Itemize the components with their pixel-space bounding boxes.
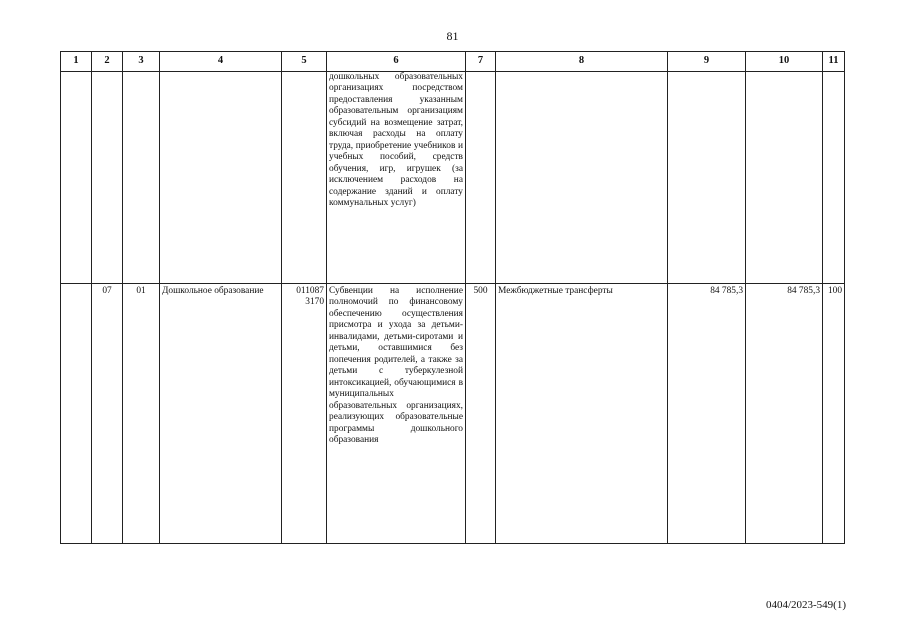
header-cell-3: 3 [123,52,160,72]
cell-empty [61,72,92,284]
table-row [61,284,845,544]
cell-subsection-code: 01 [123,284,160,544]
cell-empty [92,72,123,284]
table-row-continuation [61,72,845,284]
cell-description: Субвенции на исполнение полномочий по финансовому обеспечению осуществления присмотра и ухода за детьми-инвалидами, детьми-сиротами и детьми, оставшимися без попечения родителей, а также за детьми с туберкулезной интоксикацией, обучающимися в муниципальных образовательных организациях, реализующих образовательные программы дошкольного образования [327,284,466,544]
header-cell-2: 2 [92,52,123,72]
cell-empty [160,72,282,284]
cell-expense-type-code: 500 [466,284,496,544]
cell-empty [466,72,496,284]
budget-table [60,51,845,544]
cell-section-code: 07 [92,284,123,544]
page-number: 81 [446,29,459,43]
cell-empty [746,72,823,284]
cell-col1 [61,284,92,544]
cell-subsection-name: Дошкольное образование [160,284,282,544]
document-code: 0404/2023-549(1) [765,599,846,611]
header-cell-4: 4 [160,52,282,72]
header-cell-7: 7 [466,52,496,72]
cell-empty [123,72,160,284]
header-row [61,52,845,72]
cell-target-article: 011087 3170 [282,284,327,544]
header-cell-10: 10 [746,52,823,72]
cell-empty [668,72,746,284]
header-cell-11: 11 [823,52,845,72]
header-cell-6: 6 [327,52,466,72]
cell-expense-type-name: Межбюджетные трансферты [496,284,668,544]
header-cell-9: 9 [668,52,746,72]
cell-empty [823,72,845,284]
cell-empty [496,72,668,284]
header-cell-1: 1 [61,52,92,72]
cell-description-continued: дошкольных образовательных организациях посредством предоставления указанным образовательным организациям субсидий на возмещение затрат, включая расходы на оплату труда, приобретение учебников и учебных пособий, средств обучения, игр, игрушек (за исключением расходов на содержание зданий и оплату коммунальных услуг) [327,72,466,284]
header-cell-8: 8 [496,52,668,72]
cell-amount-actual: 84 785,3 [746,284,823,544]
cell-percent: 100 [823,284,845,544]
cell-empty [282,72,327,284]
header-cell-5: 5 [282,52,327,72]
cell-amount-planned: 84 785,3 [668,284,746,544]
